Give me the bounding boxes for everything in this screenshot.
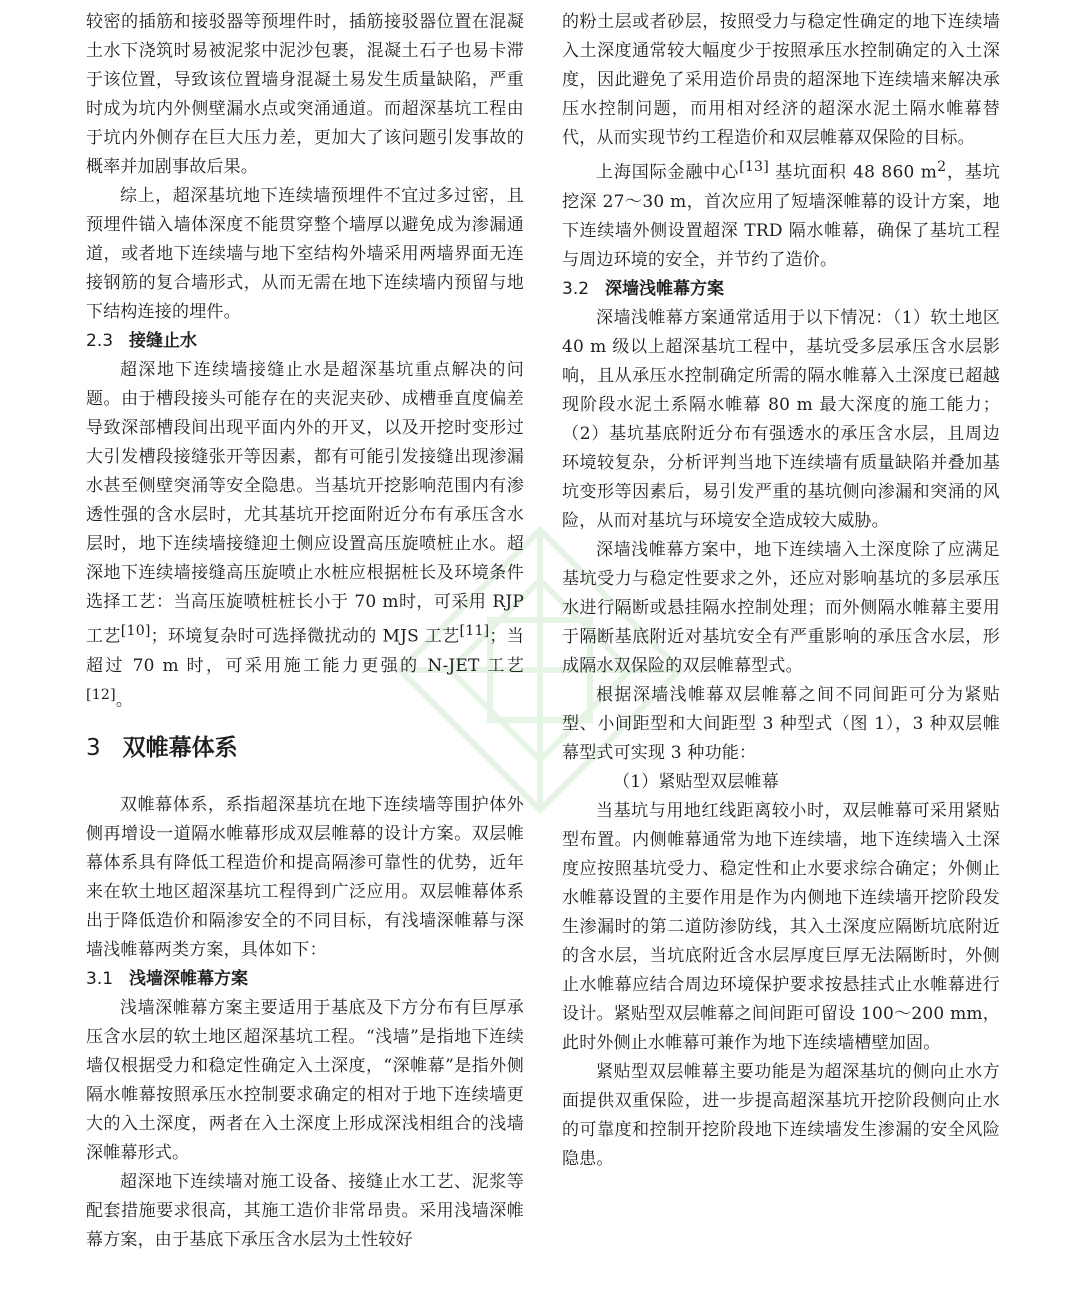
shanghai-text-c: ，基坑挖深 27～30 m，首次应用了短墙深帷幕的设计方案，地下连续墙外侧设置超深 TRD 隔水帷幕，确保了基坑工程与周边环境的安全，并节约了造价。 [562, 162, 1000, 270]
subsection-title: 接缝止水 [129, 331, 198, 351]
paragraph-summary: 综上，超深基坑地下连续墙预埋件不宜过多过密，且预埋件锚入墙体深度不能贯穿整个墙厚以避免成为渗漏通道，或者地下连续墙与地下室结构外墙采用两墙界面无连接钢筋的复合墙形式，从而无需在地下连续墙内预留与地下结构连接的埋件。 [86, 186, 524, 322]
subsection-title: 深墙浅帷幕方案 [605, 278, 725, 299]
citation-13: [13] [739, 159, 769, 175]
paragraph-joint-sealing [86, 356, 524, 715]
superscript-2: 2 [937, 159, 947, 175]
subsection-heading-3-1 [86, 965, 524, 994]
paragraph-close-fit: 当基坑与用地红线距离较小时，双层帷幕可采用紧贴型布置。内侧帷幕通常为地下连续墙，地下连续墙入土深度应按照基坑受力、稳定性和止水要求综合确定；外侧止水帷幕设置的主要作用是作为内侧地下连续墙开挖阶段发生渗漏时的第二道防渗防线，其入土深度应隔断坑底附近的含水层，当坑底附近含水层厚度巨厚无法隔断时，外侧止水帷幕应结合周边环境保护要求按悬挂式止水帷幕进行设计。紧贴型双层帷幕之间间距可留设 100～200 mm，此时外侧止水帷幕可兼作为地下连续墙槽壁加固。 [562, 800, 1000, 1053]
section-heading-3 [86, 731, 524, 765]
right-column [562, 8, 1000, 1174]
list-item-close-fit: （1）紧贴型双层帷幕 [613, 771, 779, 792]
subsection-number: 3.1 [86, 969, 114, 990]
subsection-number: 2.3 [86, 331, 114, 351]
citation-11: [11] [459, 623, 490, 639]
subsection-number: 3.2 [562, 278, 590, 299]
subsection-heading-2-3 [86, 327, 524, 356]
paragraph-double-curtain-system: 双帷幕体系，系指超深基坑在地下连续墙等围护体外侧再增设一道隔水帷幕形成双层帷幕的设计方案。双层帷幕体系具有降低工程造价和提高隔渗可靠性的优势，近年来在软土地区超深基坑工程得到广泛应用。双层帷幕体系出于降低造价和隔渗安全的不同目标，有浅墙深帷幕与深墙浅帷幕两类方案，具体如下： [86, 795, 524, 961]
paragraph-embedded-parts: 较密的插筋和接驳器等预埋件时，插筋接驳器位置在混凝土水下浇筑时易被泥浆中泥沙包裹，混凝土石子也易卡滞于该位置，导致该位置墙身混凝土易发生质量缺陷，严重时成为坑内外侧壁漏水点或突涌通道。而超深基坑工程由于坑内外侧存在巨大压力差，更加大了该问题引发事故的概率并加剧事故后果。 [86, 12, 524, 177]
paragraph-shanghai-case [562, 153, 1000, 275]
paragraph-continued: 的粉土层或者砂层，按照受力与稳定性确定的地下连续墙入土深度通常较大幅度少于按照承压水控制确定的入土深度，因此避免了采用造价昂贵的超深地下连续墙来解决承压水控制问题，而用相对经济的超深水泥土隔水帷幕替代，从而实现节约工程造价和双层帷幕双保险的目标。 [562, 12, 1000, 148]
section-number: 3 [86, 735, 101, 762]
citation-12: [12] [86, 686, 116, 703]
paragraph-deep-wall-detail: 深墙浅帷幕方案中，地下连续墙入土深度除了应满足基坑受力与稳定性要求之外，还应对影响基坑的多层承压水进行隔断或悬挂隔水控制处理；而外侧隔水帷幕主要用于隔断基底附近对基坑安全有严重影响的承压含水层，形成隔水双保险的双层帷幕型式。 [562, 539, 1000, 676]
paragraph-cost: 超深地下连续墙对施工设备、接缝止水工艺、泥浆等配套措施要求很高，其施工造价非常昂贵。采用浅墙深帷幕方案，由于基底下承压含水层为土性较好 [86, 1172, 524, 1251]
paragraph-curtain-types: 根据深墙浅帷幕双层帷幕之间不同间距可分为紧贴型、小间距型和大间距型 3 种型式（图 1），3 种双层帷幕型式可实现 3 种功能： [562, 684, 1000, 763]
subsection-heading-3-2 [562, 275, 1000, 304]
paragraph-close-fit-function: 紧贴型双层帷幕主要功能是为超深基坑的侧向止水方面提供双重保险，进一步提高超深基坑开挖阶段侧向止水的可靠度和控制开挖阶段地下连续墙发生渗漏的安全风险隐患。 [562, 1061, 1000, 1169]
citation-10: [10] [120, 623, 151, 639]
subsection-title: 浅墙深帷幕方案 [129, 969, 249, 990]
joint-text-a: 超深地下连续墙接缝止水是超深基坑重点解决的问题。由于槽段接头可能存在的夹泥夹砂、成槽垂直度偏差导致深部槽段间出现平面内外的开叉，以及开挖时变形过大引发槽段接缝张开等因素，都有可能引发接缝出现渗漏水甚至侧壁突涌等安全隐患。当基坑开挖影响范围内有渗透性强的含水层时，尤其基坑开挖面附近分布有承压含水层时，地下连续墙接缝迎土侧应设置高压旋喷桩止水。超深地下连续墙接缝高压旋喷止水桩应根据桩长及环境条件选择工艺：当高压旋喷桩桩长小于 70 m时，可采用 RJP 工艺 [86, 360, 524, 647]
left-column [86, 8, 524, 1255]
joint-text-b: ；环境复杂时可选择微扰动的 MJS 工艺 [150, 626, 460, 647]
paragraph-shallow-wall-scheme: 浅墙深帷幕方案主要适用于基底及下方分布有巨厚承压含水层的软土地区超深基坑工程。“浅墙”是指地下连续墙仅根据受力和稳定性确定入土深度，“深帷幕”是指外侧隔水帷幕按照承压水控制要求确定的相对于地下连续墙更大的入土深度，两者在入土深度上形成深浅相组合的浅墙深帷幕形式。 [86, 998, 524, 1164]
shanghai-text-b: 基坑面积 48 860 m [768, 162, 938, 183]
paragraph-deep-wall-scheme: 深墙浅帷幕方案通常适用于以下情况：（1）软土地区 40 m 级以上超深基坑工程中，基坑受多层承压含水层影响，且从承压水控制确定所需的隔水帷幕入土深度已超越现阶段水泥土系隔水帷幕 80 m 最大深度的施工能力；（2）基坑基底附近分布有强透水的承压含水层，且周边环境较复杂，分析评判当地下连续墙有质量缺陷并叠加基坑变形等因素后，易引发严重的基坑侧向渗漏和突涌的风险，从而对基坑与环境安全造成较大威胁。 [562, 307, 1000, 531]
joint-text-c: ；当超过 70 m 时，可采用施工能力更强的 N-JET 工艺 [86, 626, 524, 676]
shanghai-text-a: 上海国际金融中心 [596, 162, 740, 183]
section-title: 双帷幕体系 [122, 735, 238, 762]
joint-text-end: 。 [115, 690, 134, 711]
